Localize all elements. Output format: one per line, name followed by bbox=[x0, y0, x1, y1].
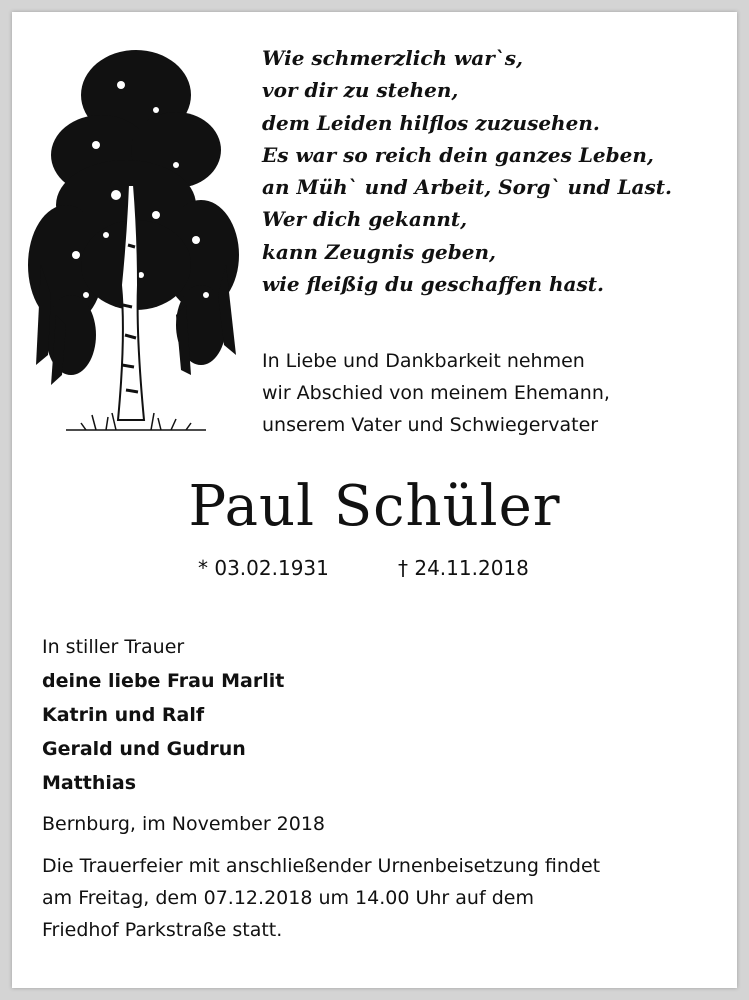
funeral-line: Die Trauerfeier mit anschließender Urnenbeisetzung findet bbox=[42, 855, 601, 877]
mourner: Katrin und Ralf bbox=[42, 704, 205, 726]
poem-line: an Müh` und Arbeit, Sorg` und Last. bbox=[262, 175, 672, 200]
poem-line: Wie schmerzlich war`s, bbox=[262, 46, 523, 70]
poem-line: wie fleißig du geschaffen hast. bbox=[262, 272, 604, 297]
poem-line: Wer dich gekannt, bbox=[262, 207, 468, 232]
birth-date: * 03.02.1931 bbox=[198, 556, 329, 580]
poem-line: kann Zeugnis geben, bbox=[262, 239, 496, 264]
funeral-line: am Freitag, dem 07.12.2018 um 14.00 Uhr auf dem bbox=[42, 887, 534, 909]
place-date: Bernburg, im November 2018 bbox=[42, 813, 326, 835]
death-date: † 24.11.2018 bbox=[398, 556, 529, 580]
intro-text bbox=[262, 345, 722, 441]
intro-line: wir Abschied von meinem Ehemann, bbox=[262, 382, 610, 404]
mourners-heading: In stiller Trauer bbox=[42, 636, 185, 658]
mourner: deine liebe Frau Marlit bbox=[42, 670, 285, 692]
poem-block bbox=[262, 42, 722, 300]
mourners-list bbox=[42, 630, 722, 800]
mourner: Gerald und Gudrun bbox=[42, 738, 246, 760]
intro-line: unserem Vater und Schwiegervater bbox=[262, 414, 599, 436]
mourner: Matthias bbox=[42, 772, 137, 794]
funeral-line: Friedhof Parkstraße statt. bbox=[42, 919, 283, 941]
birch-tree-icon bbox=[26, 35, 241, 445]
poem-line: Es war so reich dein ganzes Leben, bbox=[262, 142, 654, 167]
funeral-notice bbox=[42, 850, 732, 946]
deceased-name: Paul Schüler bbox=[188, 474, 561, 539]
poem-line: vor dir zu stehen, bbox=[262, 78, 459, 103]
poem-line: dem Leiden hilflos zuzusehen. bbox=[262, 110, 600, 135]
intro-line: In Liebe und Dankbarkeit nehmen bbox=[262, 350, 585, 372]
